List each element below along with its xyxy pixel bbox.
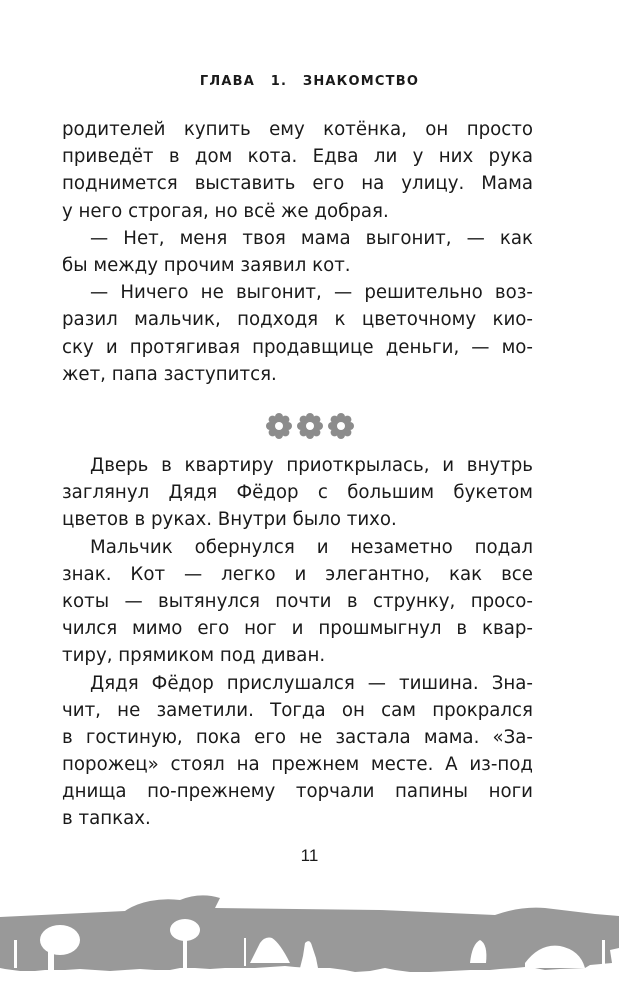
text-line: родителей купить ему котёнка, он просто [62,119,533,140]
text-line: чился мимо его ног и прошмыгнул в квар- [62,618,533,640]
text-line: поднимется выставить его на улицу. Мама [62,173,533,195]
text-line: — Ничего не выгонит, — решительно воз- [90,282,533,304]
text-line: в тапках. [62,808,151,830]
text-line: днища по-прежнему торчали папины ноги [62,781,533,803]
chapter-header [0,74,619,89]
text-line: у него строгая, но всё же добрая. [62,200,389,222]
chapter-number: 1. [270,74,288,89]
flower-ornament-icon [296,412,324,440]
flower-ornament-icon [327,412,355,440]
text-block-2 [62,452,533,833]
text-line: знак. Кот — легко и элегантно, как все [62,563,533,585]
chapter-label: ГЛАВА [199,74,256,89]
landscape-silhouette-illustration [0,868,619,988]
text-line: коты — вытянулся почти в струнку, просо- [62,590,533,612]
text-line: разил мальчик, подходя к цветочному кио- [62,309,533,331]
text-line: Дверь в квартиру приоткрылась, и внутрь [90,455,533,476]
text-line: в гостиную, пока его не застала мама. «За- [62,726,533,748]
text-line: заглянул Дядя Фёдор с большим букетом [62,482,533,504]
text-line: Дядя Фёдор прислушался — тишина. Зна- [90,672,533,694]
text-line: Мальчик обернулся и незаметно подал [90,536,533,558]
chapter-title: ЗНАКОМСТВО [302,74,420,89]
page-number: 11 [300,846,319,865]
text-line: ску и протягивая продавщице деньги, — мо- [62,336,533,358]
text-line: жет, папа заступится. [62,363,277,385]
text-line: чит, не заметили. Тогда он сам прокрался [62,699,533,721]
flower-ornament-icon [265,412,293,440]
text-line: тиру, прямиком под диван. [62,645,326,667]
section-divider [0,412,619,440]
text-line: приведёт в дом кота. Едва ли у них рука [62,146,533,168]
text-line: бы между прочим заявил кот. [62,254,351,276]
text-block-1 [62,116,533,388]
text-line: — Нет, меня твоя мама выгонит, — как [90,227,533,249]
text-line: порожец» стоял на прежнем месте. А из-под [62,754,533,776]
text-line: цветов в руках. Внутри было тихо. [62,509,397,531]
